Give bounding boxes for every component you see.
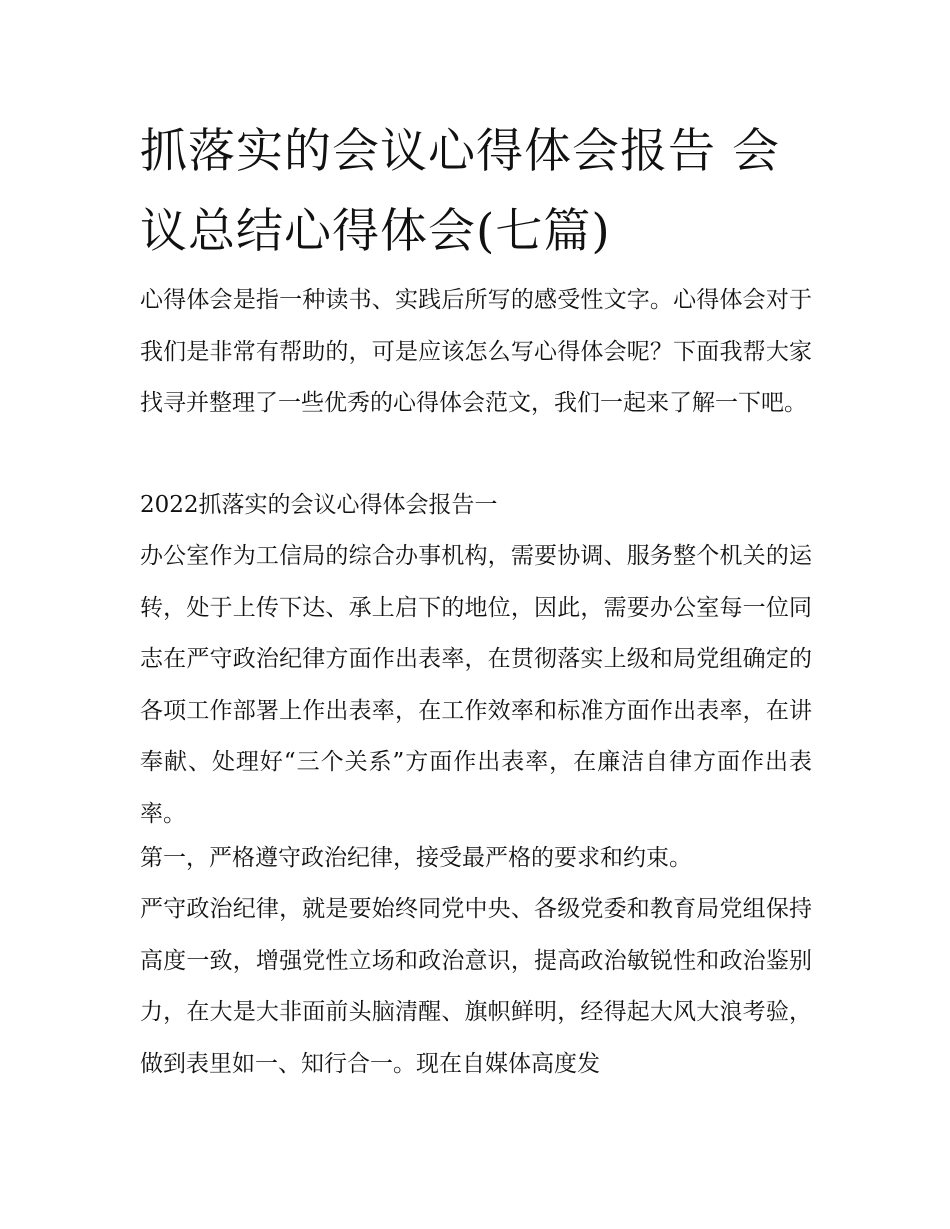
section-heading: 2022抓落实的会议心得体会报告一	[140, 492, 498, 518]
discipline-paragraph: 严守政治纪律，就是要始终同党中央、各级党委和教育局党组保持高度一致，增强党性立场和政治意识，提高政治敏锐性和政治鉴别力，在大是大非面前头脑清醒、旗帜鲜明，经得起大风大浪考验，做到表里如一、知行合一。现在自媒体高度发	[140, 896, 812, 1077]
office-paragraph: 办公室作为工信局的综合办事机构，需要协调、服务整个机关的运转，处于上传下达、承上启下的地位，因此，需要办公室每一位同志在严守政治纪律方面作出表率，在贯彻落实上级和局党组确定的各项工作部署上作出表率，在工作效率和标准方面作出表率，在讲奉献、处理好“三个关系”方面作出表率，在廉洁自律方面作出表率。	[140, 543, 812, 827]
intro-paragraph: 心得体会是指一种读书、实践后所写的感受性文字。心得体会对于我们是非常有帮助的，可是应该怎么写心得体会呢？下面我帮大家找寻并整理了一些优秀的心得体会范文，我们一起来了解一下吧。	[140, 287, 812, 416]
document-title: 抓落实的会议心得体会报告 会议总结心得体会(七篇)	[140, 124, 780, 259]
first-point-paragraph: 第一，严格遵守政治纪律，接受最严格的要求和约束。	[140, 845, 692, 871]
